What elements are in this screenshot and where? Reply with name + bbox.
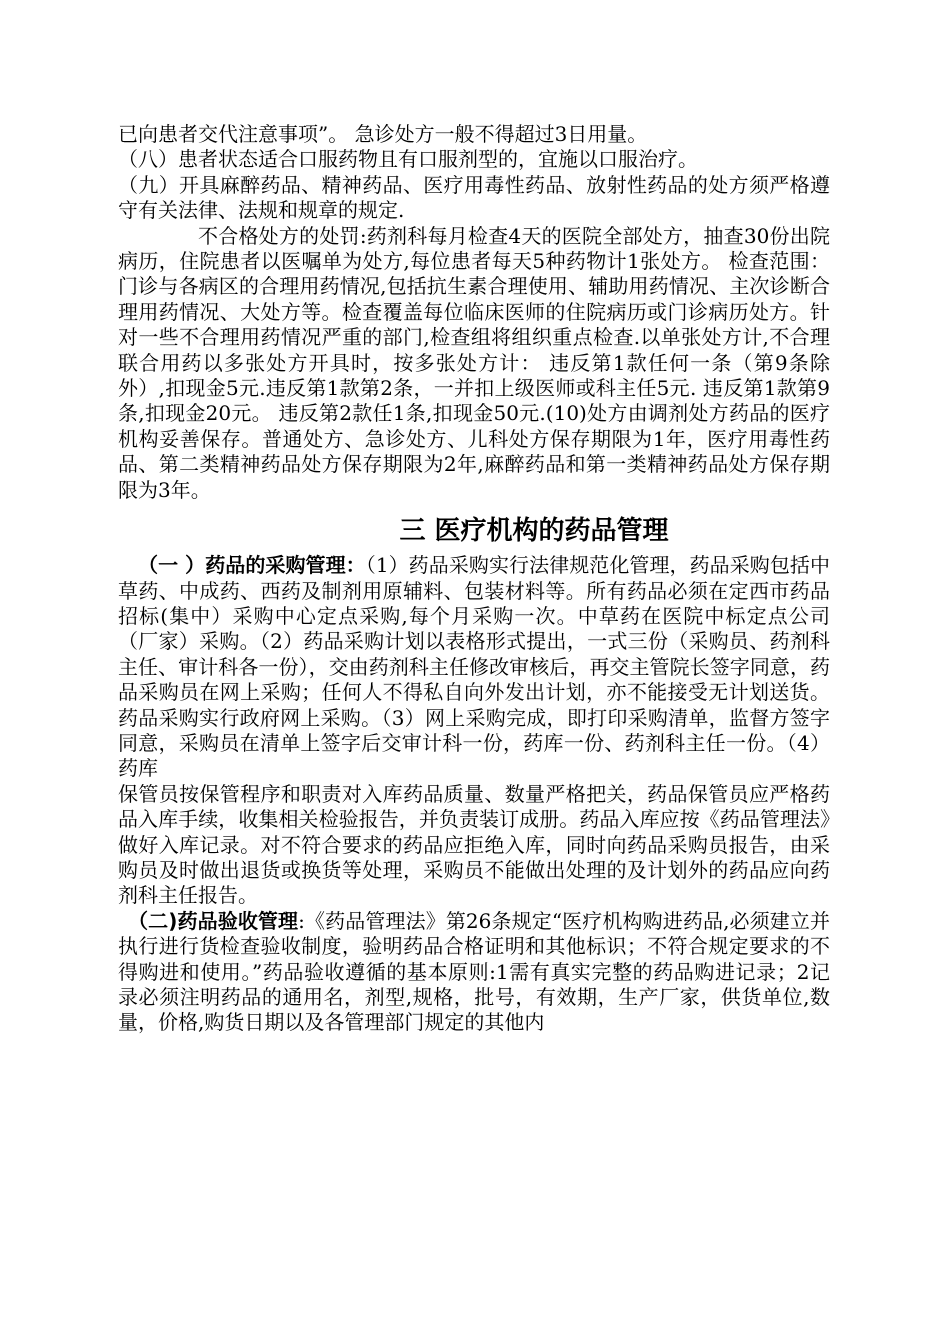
- paragraph-item-9: （九）开具麻醉药品、精神药品、医疗用毒性药品、放射性药品的处方须严格遵守有关法律、法规和规章的规定.: [118, 172, 830, 223]
- acceptance-text: :《药品管理法》第26条规定“医疗机构购进药品,必须建立并执行进行货检查验收制度，验明药品合格证明和其他标识；不符合规定要求的不得购进和使用。”药品验收遵循的基本原则:1需有真实完整的药品购进记录；2记录必须注明药品的通用名，剂型,规格，批号，有效期，生产厂家，供货单位,数量，价格,购货日期以及各管理部门规定的其他内: [118, 908, 830, 1035]
- paragraph-acceptance: [118, 909, 830, 1036]
- procurement-heading: （一 ）药品的采购管理：: [138, 553, 366, 578]
- paragraph-penalty: 不合格处方的处罚:药剂科每月检查4天的医院全部处方，抽查30份出院病历，住院患者以医嘱单为处方,每位患者每天5种药物计1张处方。 检查范围：门诊与各病区的合理用药情况,包括抗生素合理使用、辅助用药情况、主次诊断合理用药情况、大处方等。检查覆盖每位临床医师的住院病历或门诊病历处方。针对一些不合理用药情况严重的部门,检查组将组织重点检查.以单张处方计,不合理联合用药以多张处方开具时，按多张处方计： 违反第1款任何一条（第9条除外）,扣现金5元.违反第1款第2条，一并扣上级医师或科主任5元. 违反第1款第9条,扣现金20元。 违反第2款任1条,扣现金50元.(10)处方由调剂处方药品的医疗机构妥善保存。普通处方、急诊处方、儿科处方保存期限为1年，医疗用毒性药品、第二类精神药品处方保存期限为2年,麻醉药品和第一类精神药品处方保存期限为3年。: [118, 223, 830, 502]
- paragraph-urgent-prescription: 已向患者交代注意事项”。 急诊处方一般不得超过3日用量。: [118, 122, 648, 146]
- document-body: [118, 122, 830, 1036]
- section-title: 三 医疗机构的药品管理: [399, 516, 669, 547]
- procurement-text: （1）药品采购实行法律规范化管理，药品采购包括中草药、中成药、西药及制剂用原辅料、包装材料等。所有药品必须在定西市药品招标(集中）采购中心定点采购,每个月采购一次。中草药在医院中标定点公司（厂家）采购。（2）药品采购计划以表格形式提出，一式三份（采购员、药剂科主任、审计科各一份），交由药剂科主任修改审核后，再交主管院长签字同意，药品采购员在网上采购；任何人不得私自向外发出计划，亦不能接受无计划送货。药品采购实行政府网上采购。（3）网上采购完成，即打印采购清单，监督方签字同意，采购员在清单上签字后交审计科一份，药库一份、药剂科主任一份。（4） 药库: [118, 553, 830, 781]
- paragraph-item-8: （八）患者状态适合口服药物且有口服剂型的，宜施以口服治疗。: [118, 147, 698, 172]
- paragraph-procurement-continued: 保管员按保管程序和职责对入库药品质量、数量严格把关，药品保管员应严格药品入库手续，收集相关检验报告，并负责装订成册。药品入库应按《药品管理法》做好入库记录。对不符合要求的药品应拒绝入库，同时向药品采购员报告，由采购员及时做出退货或换货等处理，采购员不能做出处理的及计划外的药品应向药剂科主任报告。: [118, 781, 830, 908]
- acceptance-heading: （二)药品验收管理: [128, 908, 299, 933]
- paragraph-procurement: [118, 553, 830, 782]
